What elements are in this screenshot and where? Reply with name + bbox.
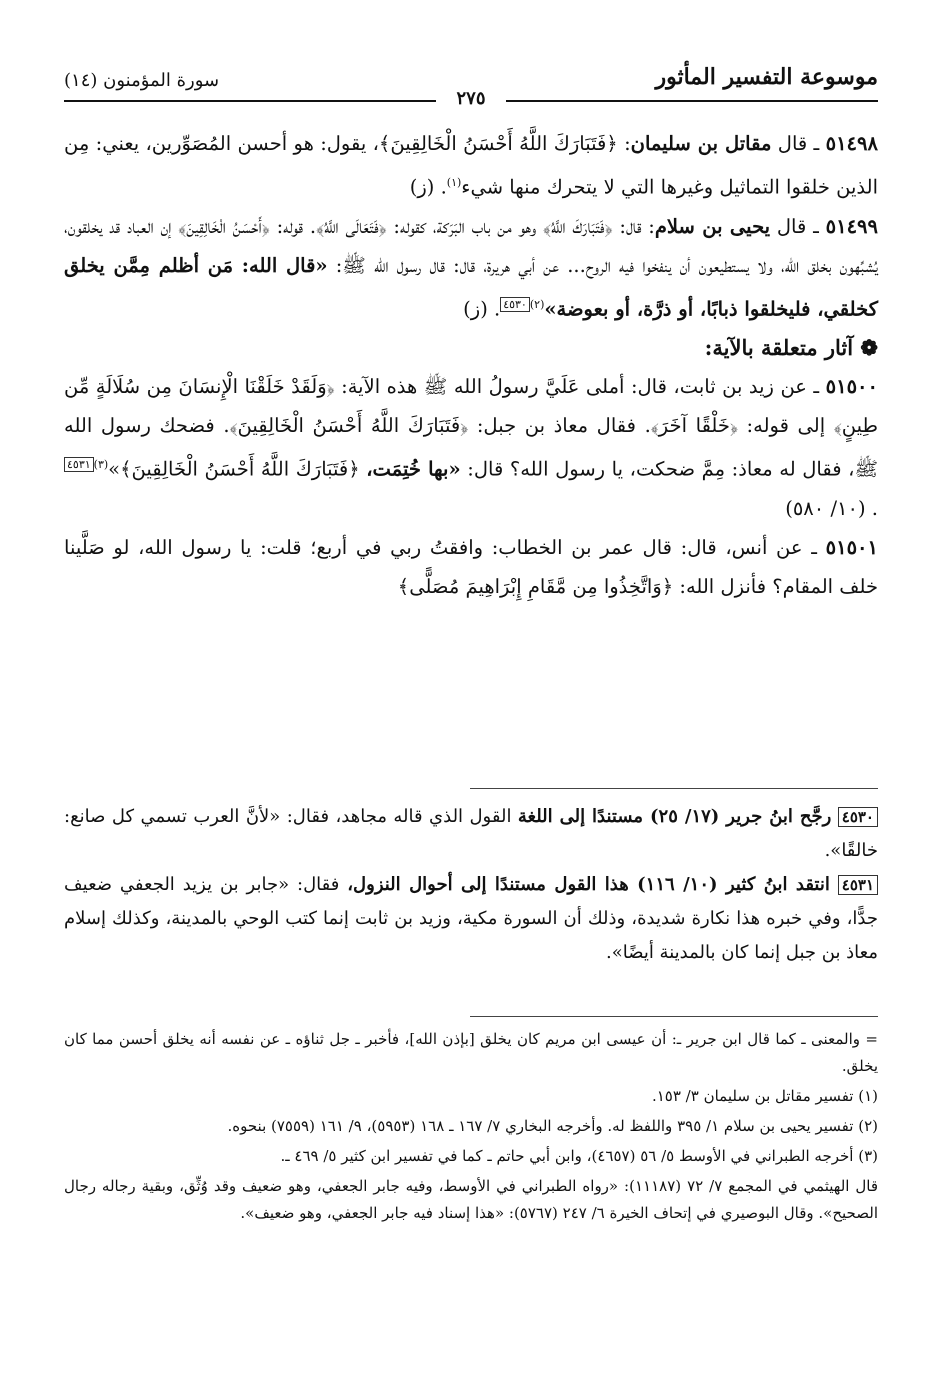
entry-tail: . (١٠/ ٥٨٠)	[785, 496, 878, 520]
main-text	[64, 124, 878, 606]
footnotes	[64, 1026, 878, 1230]
narrator-name: يحيى بن سلام	[654, 214, 771, 238]
note-text: القول الذي قاله مجاهد، فقال: «لأنَّ العرب تسمي كل صانع: خالقًا».	[64, 806, 878, 861]
scholar-notes	[64, 800, 878, 970]
entry-text: ـ عن زيد بن ثابت، قال: أملى عَلَيَّ رسولُ الله ﷺ هذه الآية: ﴿وَلَقَدْ خَلَقْنَا الْإِنسَانَ مِن سُلَالَةٍ مِّن طِينٍ﴾ إلى قوله: ﴿خَلْقًا آخَرَ﴾. فقال معاذ بن جبل: ﴿فَتَبَارَكَ اللَّهُ أَحْسَنُ الْخَالِقِينَ﴾. فضحك رسول الله ﷺ، فقال له معاذ: مِمَّ ضحكت، يا رسول الله؟ قال:	[64, 375, 879, 481]
entry-intro: ـ قال	[776, 214, 819, 238]
hadith-text: «قال الله: مَن أظلم مِمَّن يخلق كخلقي، فليخلقوا ذبابًا، أو ذرَّة، أو بعوضة»	[64, 253, 878, 320]
note-4531	[64, 868, 878, 970]
footnote-3-continued: قال الهيثمي في المجمع ٧/ ٧٢ (١١١٨٧): «رواه الطبراني في الأوسط، وفيه جابر الجعفي، وهو ضعيف وقد وُثِّق، وبقية رجاله رجال الصحيح». وقال البوصيري في إتحاف الخيرة ٦/ ٢٤٧ (٥٧٦٧): «هذا إسناد فيه جابر الجعفي، وهو ضعيف».	[64, 1177, 879, 1222]
entry-51501	[64, 528, 878, 606]
note-number-box: ٤٥٣٠	[838, 807, 878, 827]
entry-tail: . (ز)	[463, 297, 501, 320]
entry-number: ٥١٥٠٠	[825, 375, 878, 398]
book-title: موسوعة التفسير المأثور	[655, 64, 878, 90]
hadith-bold: «بها خُتِمَت،	[366, 457, 461, 481]
footnote-3: (٣) أخرجه الطبراني في الأوسط ٥/ ٥٦ (٤٦٥٧)، وابن أبي حاتم ـ كما في تفسير ابن كثير ٥/ ٤٦٩ ـ.	[280, 1147, 878, 1165]
notes-separator	[470, 788, 878, 789]
entry-number: ٥١٥٠١	[825, 535, 879, 559]
entry-text: : ﴿فَتَبَارَكَ اللَّهُ أَحْسَنُ الْخَالِقِينَ﴾، يقول: هو أحسن المُصَوِّرين، يعني: مِن الذين خلقوا التماثيل وغيرها التي لا يتحرك منها شيء	[64, 132, 878, 199]
footnote-2: (٢) تفسير يحيى بن سلام ١/ ٣٩٥ واللفظ له. وأخرجه البخاري ٧/ ١٦٧ ـ ١٦٨ (٥٩٥٣)، ٩/ ١٦١ (٧٥٥٩) بنحوه.	[227, 1117, 878, 1135]
note-ref-box: ٤٥٣١	[64, 457, 94, 472]
note-number-box: ٤٥٣١	[838, 875, 878, 895]
entry-number: ٥١٤٩٨	[825, 132, 878, 155]
footnote-ref: (٣)	[93, 458, 109, 471]
entry-text: : قال: ﴿فَتَبَارَكَ اللَّهُ﴾ وهو من باب البَرَكة، كقوله: ﴿فَتَعَالَى اللَّهُ﴾. قوله: ﴿أَحْسَنُ الْخَالِقِينَ﴾ إن العباد قد يخلقون، يُشبِّهون بخلق الله، ولا يستطيعون أن ينفخوا فيه الروح... عن أبي هريرة، قال: قال رسول الله ﷺ:	[64, 214, 878, 277]
footnote-ref: (١)	[446, 176, 462, 189]
entry-text: ـ عن أنس، قال: قال عمر بن الخطاب: وافقتُ ربي في أربع؛ قلت: يا رسول الله، لو صَلَّينا خلف المقام؟ فأنزل الله: ﴿وَاتَّخِذُوا مِن مَّقَامِ إِبْرَاهِيمَ مُصَلًّى﴾	[64, 535, 878, 598]
footnotes-separator	[470, 1016, 878, 1017]
note-bold: رجَّح ابنُ جرير (١٧/ ٢٥) مستندًا إلى اللغة	[517, 806, 832, 827]
entry-51499	[64, 207, 878, 329]
note-text: فقال: «جابر بن يزيد الجعفي ضعيف جدًّا، وفي خبره هذا نكارة شديدة، وذلك أن السورة مكية، وزيد بن ثابت إنما كتب الوحي بالمدينة، وكذلك إسلام معاذ بن جبل إنما كان بالمدينة أيضًا».	[64, 874, 878, 963]
running-header	[64, 62, 878, 108]
entry-tail: . (ز)	[409, 175, 447, 199]
surah-label: سورة المؤمنون (١٤)	[64, 70, 220, 91]
footnote-ref: (٢)	[529, 297, 545, 311]
entry-number: ٥١٤٩٩	[825, 214, 878, 238]
note-ref-box: ٤٥٣٠	[500, 297, 530, 312]
section-heading: ❁ آثار متعلقة بالآية:	[704, 335, 878, 360]
footnote-continuation: = والمعنى ـ كما قال ابن جرير ـ: أن عيسى ابن مريم كان يخلق [بإذن الله]، فأخبر ـ جل ثناؤه ـ عن نفسه أنه يخلق أحسن مما كان يخلق.	[64, 1030, 878, 1075]
footnote-1: (١) تفسير مقاتل بن سليمان ٣/ ١٥٣.	[651, 1087, 878, 1105]
entry-51500	[64, 367, 878, 528]
page-number: ٢٧٥	[436, 88, 506, 109]
note-bold: انتقد ابنُ كثير (١٠/ ١١٦) هذا القول مستندًا إلى أحوال النزول،	[347, 874, 830, 895]
entry-intro: ـ قال	[777, 132, 820, 155]
entry-text-b: ﴿فَتَبَارَكَ اللَّهُ أَحْسَنُ الْخَالِقِينَ﴾»	[108, 457, 367, 481]
narrator-name: مقاتل بن سليمان	[630, 132, 772, 155]
note-4530	[64, 800, 878, 868]
entry-51498	[64, 124, 878, 207]
